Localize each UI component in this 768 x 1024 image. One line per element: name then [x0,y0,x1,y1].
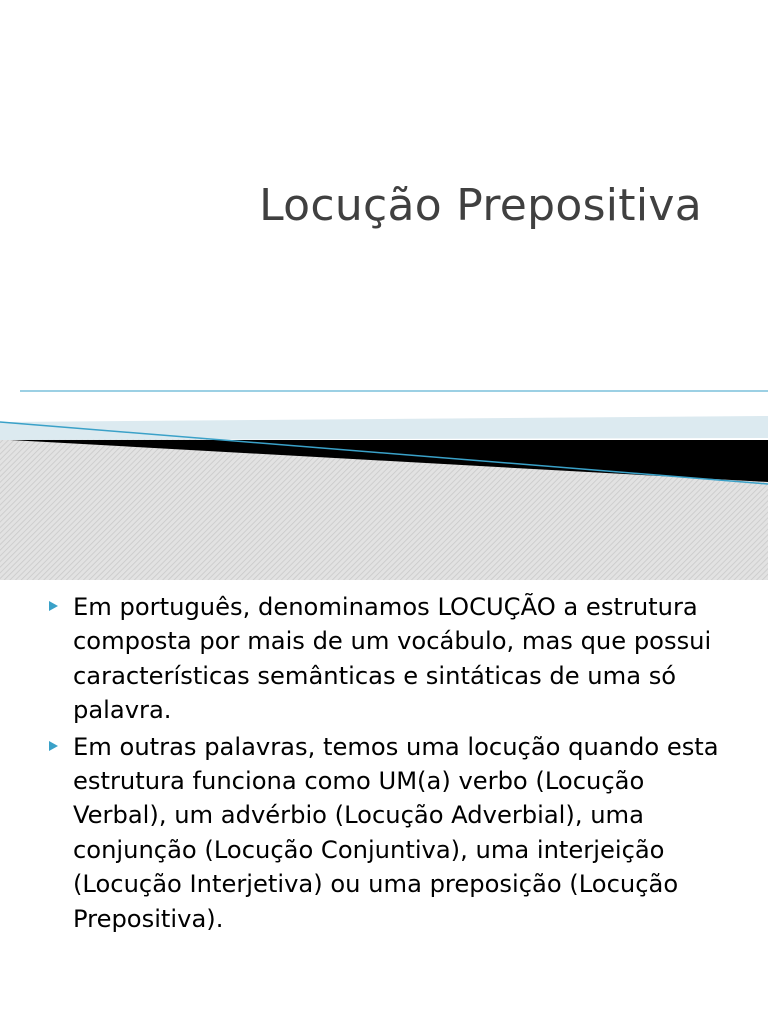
bullet-1-emphasis: LOCUÇÃO [437,593,556,621]
bullet-list [47,590,737,938]
banner-light-band [0,416,768,440]
decorative-banner [0,380,768,580]
bullet-2-text: Em outras palavras, temos uma locução quando esta estrutura funciona como UM(a) verbo (Locução Verbal), um advérbio (Locução Adverbial), uma conjunção (Locução Conjuntiva), uma interjeição (Locução Interjetiva) ou uma preposição (Locução Prepositiva). [73,732,719,933]
slide-title: Locução Prepositiva [259,180,702,231]
bullet-item-locucao-definition [47,590,737,728]
bullet-item-locucao-types [47,730,737,936]
bullet-arrow-icon [49,601,58,611]
bullet-1-text-start: Em português, denominamos [73,593,438,621]
bullet-arrow-icon [49,741,58,751]
bullet-1-text-end: a estrutura composta por mais de um vocábulo, mas que possui características semânticas e sintáticas de uma só palavra. [73,593,712,725]
